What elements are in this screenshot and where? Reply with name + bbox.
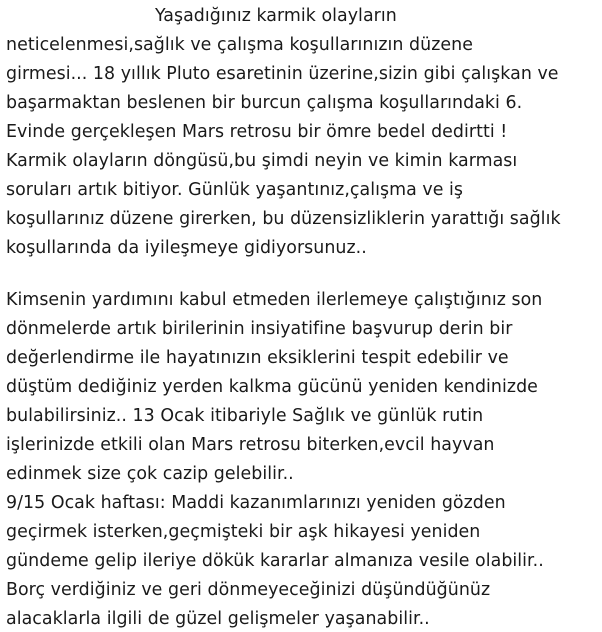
text-line: Kimsenin yardımını kabul etmeden ilerlemeye çalıştığınız son: [6, 290, 543, 310]
text-line: soruları artık bitiyor. Günlük yaşantınız,çalışma ve iş: [6, 180, 464, 200]
text-line: dönmelerde artık birilerinin insiyatifine başvurup derin bir: [6, 319, 513, 339]
text-line: gündeme gelip ileriye dökük kararlar almanıza vesile olabilir..: [6, 551, 544, 571]
text-line: neticelenmesi,sağlık ve çalışma koşullarınızın düzene: [6, 35, 473, 55]
text-line: işlerinizde etkili olan Mars retrosu biterken,evcil hayvan: [6, 435, 495, 455]
text-line: Karmik olayların döngüsü,bu şimdi neyin ve kimin karması: [6, 151, 518, 171]
text-line: girmesi... 18 yıllık Pluto esaretinin üzerine,sizin gibi çalışkan ve: [6, 64, 559, 84]
text-line: geçirmek isterken,geçmişteki bir aşk hikayesi yeniden: [6, 522, 481, 542]
text-line: edinmek size çok cazip gelebilir..: [6, 464, 294, 484]
text-line: düştüm dediğiniz yerden kalkma gücünü yeniden kendinizde: [6, 377, 538, 397]
text-line: bulabilirsiniz.. 13 Ocak itibariyle Sağlık ve günlük rutin: [6, 406, 484, 426]
text-line: Evinde gerçekleşen Mars retrosu bir ömre bedel dedirtti !: [6, 122, 508, 142]
text-line: başarmaktan beslenen bir burcun çalışma koşullarındaki 6.: [6, 93, 523, 113]
text-line: koşullarında da iyileşmeye gidiyorsunuz..: [6, 238, 367, 258]
text-line: 9/15 Ocak haftası: Maddi kazanımlarınızı yeniden gözden: [6, 493, 506, 513]
text-line: değerlendirme ile hayatınızın eksiklerini tespit edebilir ve: [6, 348, 509, 368]
text-line: koşullarınız düzene girerken, bu düzensizliklerin yarattığı sağlık: [6, 209, 561, 229]
text-line: Borç verdiğiniz ve geri dönmeyeceğinizi düşündüğünüz: [6, 580, 491, 600]
text-line: Yaşadığınız karmik olayların: [155, 6, 397, 26]
text-line: alacaklarla ilgili de güzel gelişmeler yaşanabilir..: [6, 609, 430, 629]
